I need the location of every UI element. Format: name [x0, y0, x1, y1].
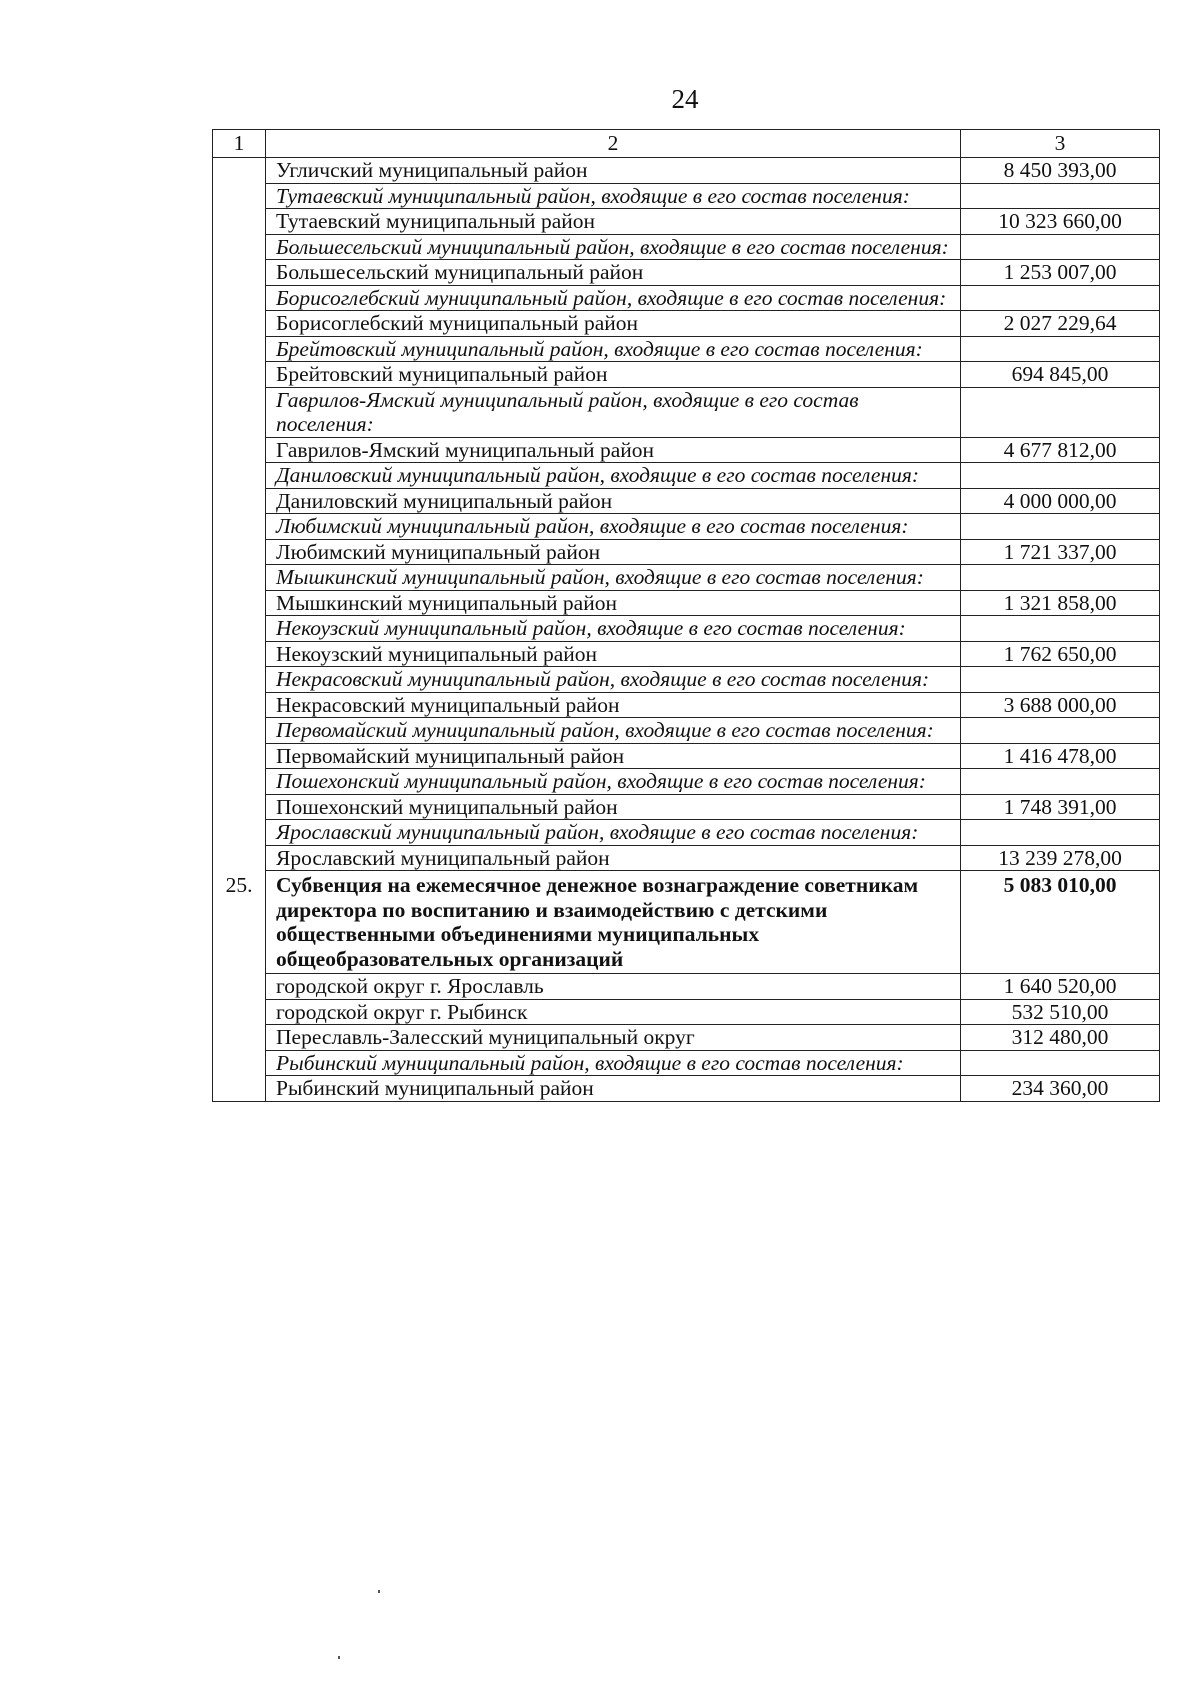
amount-value: 1 640 520,00 — [961, 974, 1160, 1000]
subheading-row — [213, 565, 1160, 591]
table-row — [213, 1076, 1160, 1102]
page-number: 24 — [671, 84, 699, 114]
table-row — [213, 641, 1160, 667]
section-total: 5 083 010,00 — [961, 871, 1160, 974]
amount-value — [961, 1050, 1160, 1076]
allocation-table — [212, 129, 1160, 1102]
amount-value: 1 748 391,00 — [961, 794, 1160, 820]
amount-value: 1 762 650,00 — [961, 641, 1160, 667]
district-subheading: Некоузский муниципальный район, входящие в его состав поселения: — [266, 616, 961, 642]
district-name: Любимский муниципальный район — [266, 539, 961, 565]
header-col-2: 2 — [266, 130, 961, 158]
district-subheading: Некрасовский муниципальный район, входящие в его состав поселения: — [266, 667, 961, 693]
amount-value — [961, 463, 1160, 489]
amount-value: 4 677 812,00 — [961, 437, 1160, 463]
district-name: Переславль-Залесский муниципальный округ — [266, 1025, 961, 1051]
district-subheading: Мышкинский муниципальный район, входящие в его состав поселения: — [266, 565, 961, 591]
district-name: городской округ г. Рыбинск — [266, 999, 961, 1025]
amount-value: 2 027 229,64 — [961, 311, 1160, 337]
table-row — [213, 260, 1160, 286]
amount-value: 10 323 660,00 — [961, 209, 1160, 235]
table-row — [213, 362, 1160, 388]
amount-value: 4 000 000,00 — [961, 488, 1160, 514]
district-subheading: Любимский муниципальный район, входящие в его состав поселения: — [266, 514, 961, 540]
amount-value — [961, 820, 1160, 846]
district-subheading: Пошехонский муниципальный район, входящие в его состав поселения: — [266, 769, 961, 795]
amount-value — [961, 285, 1160, 311]
district-name: Некоузский муниципальный район — [266, 641, 961, 667]
amount-value — [961, 387, 1160, 437]
table-row — [213, 845, 1160, 871]
district-name: Первомайский муниципальный район — [266, 743, 961, 769]
district-subheading: Тутаевский муниципальный район, входящие в его состав поселения: — [266, 183, 961, 209]
section-title-row — [213, 871, 1160, 974]
amount-value — [961, 769, 1160, 795]
table-header-row — [213, 130, 1160, 158]
district-subheading: Борисоглебский муниципальный район, входящие в его состав поселения: — [266, 285, 961, 311]
subheading-row — [213, 1050, 1160, 1076]
subheading-row — [213, 336, 1160, 362]
amount-value — [961, 336, 1160, 362]
subheading-row — [213, 616, 1160, 642]
amount-value — [961, 616, 1160, 642]
district-name: Угличский муниципальный район — [266, 158, 961, 184]
subheading-row — [213, 769, 1160, 795]
district-subheading: Большесельский муниципальный район, входящие в его состав поселения: — [266, 234, 961, 260]
table-row — [213, 692, 1160, 718]
table-row — [213, 590, 1160, 616]
amount-value: 13 239 278,00 — [961, 845, 1160, 871]
scan-speck — [378, 1590, 380, 1593]
section-title: Субвенция на ежемесячное денежное вознаграждение советникам директора по воспитанию и взаимодействию с детскими общественными объединениями муниципальных общеобразовательных организаций — [266, 871, 961, 974]
district-name: Борисоглебский муниципальный район — [266, 311, 961, 337]
amount-value — [961, 667, 1160, 693]
district-name: Гаврилов-Ямский муниципальный район — [266, 437, 961, 463]
amount-value: 1 321 858,00 — [961, 590, 1160, 616]
header-col-1: 1 — [213, 130, 266, 158]
district-name: Ярославский муниципальный район — [266, 845, 961, 871]
header-col-3: 3 — [961, 130, 1160, 158]
table-row — [213, 1025, 1160, 1051]
table-row — [213, 209, 1160, 235]
district-name: Рыбинский муниципальный район — [266, 1076, 961, 1102]
table-row — [213, 974, 1160, 1000]
subheading-row — [213, 718, 1160, 744]
subheading-row — [213, 667, 1160, 693]
subheading-row — [213, 285, 1160, 311]
district-name: Брейтовский муниципальный район — [266, 362, 961, 388]
table-row — [213, 437, 1160, 463]
subheading-row — [213, 820, 1160, 846]
subheading-row — [213, 183, 1160, 209]
amount-value — [961, 718, 1160, 744]
district-name: Даниловский муниципальный район — [266, 488, 961, 514]
amount-value — [961, 565, 1160, 591]
district-name: Тутаевский муниципальный район — [266, 209, 961, 235]
amount-value: 1 416 478,00 — [961, 743, 1160, 769]
district-name: Большесельский муниципальный район — [266, 260, 961, 286]
table-row — [213, 539, 1160, 565]
district-subheading: Ярославский муниципальный район, входящие в его состав поселения: — [266, 820, 961, 846]
amount-value: 3 688 000,00 — [961, 692, 1160, 718]
table-row — [213, 158, 1160, 184]
district-subheading: Рыбинский муниципальный район, входящие в его состав поселения: — [266, 1050, 961, 1076]
table-row — [213, 743, 1160, 769]
table-row — [213, 311, 1160, 337]
amount-value — [961, 183, 1160, 209]
amount-value — [961, 234, 1160, 260]
amount-value: 8 450 393,00 — [961, 158, 1160, 184]
district-subheading: Брейтовский муниципальный район, входящие в его состав поселения: — [266, 336, 961, 362]
district-name: городской округ г. Ярославль — [266, 974, 961, 1000]
amount-value: 1 253 007,00 — [961, 260, 1160, 286]
district-subheading: Первомайский муниципальный район, входящие в его состав поселения: — [266, 718, 961, 744]
section-number — [213, 158, 266, 871]
table-body — [213, 130, 1160, 1102]
table-row — [213, 794, 1160, 820]
district-name: Некрасовский муниципальный район — [266, 692, 961, 718]
district-name: Мышкинский муниципальный район — [266, 590, 961, 616]
district-subheading: Гаврилов-Ямский муниципальный район, входящие в его состав поселения: — [266, 387, 961, 437]
scan-speck — [338, 1656, 340, 1659]
subheading-row — [213, 234, 1160, 260]
amount-value — [961, 514, 1160, 540]
subheading-row — [213, 463, 1160, 489]
amount-value: 312 480,00 — [961, 1025, 1160, 1051]
amount-value: 1 721 337,00 — [961, 539, 1160, 565]
subheading-row — [213, 387, 1160, 437]
subheading-row — [213, 514, 1160, 540]
amount-value: 234 360,00 — [961, 1076, 1160, 1102]
amount-value: 694 845,00 — [961, 362, 1160, 388]
district-subheading: Даниловский муниципальный район, входящие в его состав поселения: — [266, 463, 961, 489]
amount-value: 532 510,00 — [961, 999, 1160, 1025]
district-name: Пошехонский муниципальный район — [266, 794, 961, 820]
table-row — [213, 488, 1160, 514]
table-row — [213, 999, 1160, 1025]
section-number: 25. — [213, 871, 266, 1102]
